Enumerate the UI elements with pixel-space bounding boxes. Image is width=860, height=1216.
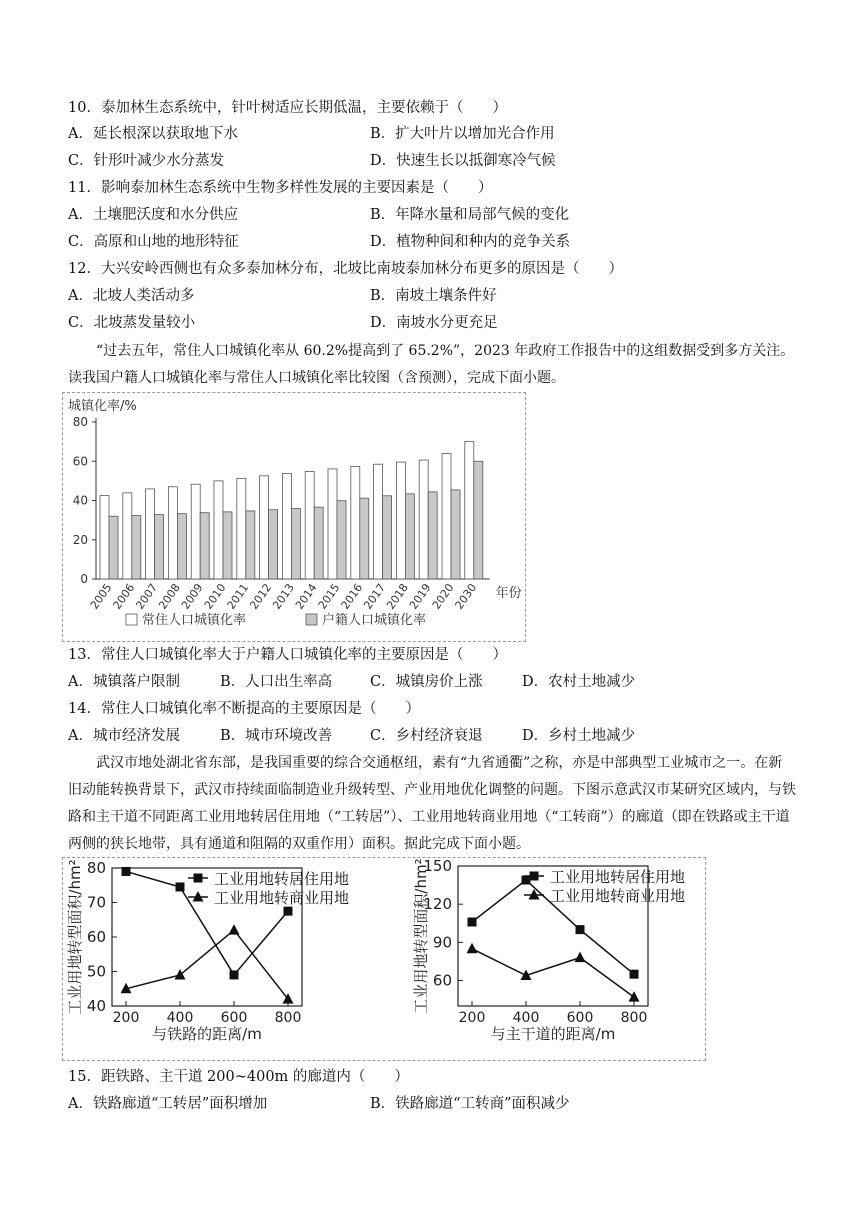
x-tick-label: 2011	[224, 581, 252, 612]
bar-registered-2008	[177, 514, 186, 579]
x-tick-label: 2018	[384, 581, 411, 612]
intro-wuhan: 武汉市地处湖北省东部，是我国重要的综合交通枢纽，素有“九省通衢”之称，亦是中部典型工业城市之一。在新旧动能转换背景下，武汉市持续面临制造业升级转型、产业用地优化调整的问题。下图示意武汉市某研究区域内，与铁路和主干道不同距离工业用地转居住用地（“工转居”）、工业用地转商业用地（“工转商”）的廊道（即在铁路或主干道两侧的狭长地带，具有通道和阻隔的双重作用）面积。据此完成下面小题。	[68, 755, 796, 852]
x-tick-label: 600	[220, 1010, 248, 1026]
x-tick-label: 2016	[338, 581, 366, 612]
bar-registered-2015	[337, 501, 346, 579]
intro-urbanization: “过去五年，常住人口城镇化率从 60.2%提高到了 65.2%”，2023 年政府工作报告中的这组数据受到多方关注。读我国户籍人口城镇化率与常住人口城镇化率比较图（含预测），完成下面小题。	[68, 343, 795, 386]
bar-resident-2018	[396, 462, 405, 579]
bar-resident-2016	[351, 467, 360, 579]
x-tick-label: 2014	[292, 581, 320, 612]
q10-option-c: C．针形叶减少水分蒸发	[68, 153, 225, 169]
bar-resident-2017	[374, 464, 383, 579]
bar-resident-2009	[191, 484, 200, 579]
bar-registered-2013	[291, 509, 300, 579]
y-tick-label: 20	[72, 532, 88, 547]
q13-option-b: B．人口出生率高	[220, 674, 333, 690]
line-commercial	[472, 949, 634, 997]
q10-option-a: A．延长根深以获取地下水	[68, 126, 238, 142]
legend-label-commercial: 工业用地转商业用地	[550, 887, 686, 905]
bar-resident-2030	[465, 442, 474, 579]
q13-stem: 13．常住人口城镇化率大于户籍人口城镇化率的主要原因是（ ）	[68, 647, 507, 663]
bar-resident-2005	[100, 496, 109, 579]
point-commercial-600	[575, 952, 586, 963]
q11-option-a: A．土壤肥沃度和水分供应	[68, 207, 238, 223]
y-tick-label: 80	[72, 415, 88, 429]
bar-registered-2009	[200, 513, 209, 579]
point-commercial-200	[467, 943, 478, 954]
bar-registered-2014	[314, 507, 323, 579]
point-residential-800	[284, 907, 293, 916]
legend-marker-residential	[530, 872, 539, 881]
legend-label-resident: 常住人口城镇化率	[142, 613, 247, 628]
y-tick-label: 70	[86, 893, 106, 912]
x-tick-label: 2017	[361, 581, 389, 612]
x-tick-label: 2006	[110, 581, 138, 612]
q14-option-c: C．乡村经济衰退	[370, 728, 483, 744]
bar-resident-2015	[328, 469, 337, 579]
x-axis-label: 年份	[495, 586, 522, 601]
y-tick-label: 90	[432, 933, 452, 952]
point-commercial-400	[175, 969, 186, 980]
q14-option-a: A．城市经济发展	[68, 728, 180, 744]
point-residential-200	[468, 918, 477, 927]
point-residential-400	[176, 882, 185, 891]
bar-registered-2010	[223, 512, 232, 579]
x-tick-label: 600	[566, 1010, 594, 1026]
legend-label-registered: 户籍人口城镇化率	[322, 613, 427, 628]
x-tick-label: 2013	[270, 581, 297, 612]
y-tick-label: 80	[86, 859, 106, 877]
bar-resident-2007	[146, 489, 155, 579]
q12-option-c: C．北坡蒸发量较小	[68, 315, 196, 331]
bar-resident-2019	[419, 460, 428, 579]
q11-option-c: C．高原和山地的地形特征	[68, 234, 239, 250]
bar-resident-2012	[260, 476, 269, 579]
q15-option-a: A．铁路廊道“工转居”面积增加	[68, 1096, 268, 1112]
y-tick-label: 60	[432, 971, 452, 990]
q11-option-d: D．植物种间和种内的竞争关系	[370, 234, 571, 250]
road-distance-line-chart	[408, 858, 704, 1058]
legend-label-residential: 工业用地转居住用地	[550, 868, 686, 886]
q13-option-a: A．城镇落户限制	[68, 674, 180, 690]
legend-label-commercial: 工业用地转商业用地	[214, 889, 350, 907]
bar-registered-2019	[428, 492, 437, 579]
q11-option-b: B．年降水量和局部气候的变化	[370, 207, 570, 223]
bar-registered-2007	[155, 515, 164, 579]
legend-swatch-resident	[126, 614, 137, 625]
q15-option-b: B．铁路廊道“工转商”面积减少	[370, 1096, 570, 1112]
y-axis-label: 工业用地转型面积/hm²	[412, 858, 430, 1014]
bar-registered-2020	[451, 490, 460, 579]
y-axis-label: 工业用地转型面积/hm²	[66, 859, 84, 1015]
q10-option-d: D．快速生长以抵御寒冷气候	[370, 153, 556, 169]
x-tick-label: 2012	[247, 581, 275, 612]
point-residential-600	[576, 925, 585, 934]
point-commercial-600	[229, 924, 240, 935]
y-tick-label: 0	[80, 572, 88, 586]
x-tick-label: 2030	[452, 581, 480, 612]
x-tick-label: 800	[620, 1010, 648, 1026]
y-tick-label: 40	[72, 493, 88, 508]
x-axis-label: 与主干道的距离/m	[490, 1025, 616, 1043]
q12-stem: 12．大兴安岭西侧也有众多泰加林分布，北坡比南坡泰加林分布更多的原因是（ ）	[68, 261, 623, 277]
urbanization-bar-chart	[62, 392, 526, 642]
x-tick-label: 2019	[406, 581, 434, 612]
bar-resident-2008	[168, 487, 177, 579]
bar-registered-2006	[132, 516, 141, 579]
q12-option-d: D．南坡水分更充足	[370, 315, 498, 331]
point-residential-400	[522, 876, 531, 885]
x-tick-label: 2010	[201, 581, 229, 612]
y-axis-label: 城镇化率/%	[68, 399, 137, 414]
bar-resident-2006	[123, 493, 132, 579]
x-tick-label: 2008	[156, 581, 183, 612]
point-residential-800	[630, 970, 639, 979]
q10-option-b: B．扩大叶片以增加光合作用	[370, 126, 555, 142]
point-residential-200	[122, 867, 131, 876]
q10-stem: 10．泰加林生态系统中，针叶树适应长期低温，主要依赖于（ ）	[68, 100, 507, 116]
bar-registered-2017	[383, 496, 392, 579]
legend-label-residential: 工业用地转居住用地	[214, 870, 350, 888]
bar-registered-2005	[109, 516, 118, 579]
point-commercial-800	[629, 991, 640, 1002]
y-tick-label: 60	[72, 454, 88, 469]
x-axis-label: 与铁路的距离/m	[152, 1025, 262, 1043]
q13-option-d: D．农村土地减少	[522, 674, 636, 690]
x-tick-label: 200	[112, 1010, 140, 1026]
x-tick-label: 2007	[133, 581, 161, 612]
y-tick-label: 50	[86, 962, 106, 981]
legend-marker-residential	[194, 874, 203, 883]
bar-registered-2030	[474, 461, 483, 579]
q11-stem: 11．影响泰加林生态系统中生物多样性发展的主要因素是（ ）	[68, 180, 493, 196]
x-tick-label: 400	[166, 1010, 194, 1026]
x-tick-label: 2009	[178, 581, 206, 612]
bar-registered-2018	[405, 494, 414, 579]
x-tick-label: 2005	[87, 581, 115, 612]
point-residential-600	[230, 970, 239, 979]
bar-resident-2011	[237, 478, 246, 579]
bar-resident-2014	[305, 471, 314, 579]
y-tick-label: 60	[86, 928, 106, 946]
bar-registered-2016	[360, 498, 369, 579]
y-tick-label: 40	[86, 997, 106, 1015]
q12-option-b: B．南坡土壤条件好	[370, 288, 497, 304]
legend-swatch-registered	[306, 614, 317, 625]
bar-registered-2011	[246, 511, 255, 579]
x-tick-label: 2020	[429, 581, 457, 612]
y-tick-label: 150	[423, 858, 452, 875]
x-tick-label: 200	[458, 1010, 486, 1026]
railway-distance-line-chart	[66, 858, 366, 1058]
q12-option-a: A．北坡人类活动多	[68, 288, 195, 304]
x-tick-label: 800	[274, 1010, 302, 1026]
q15-stem: 15．距铁路、主干道 200~400m 的廊道内（ ）	[68, 1069, 409, 1085]
q14-option-b: B．城市环境改善	[220, 728, 333, 744]
y-tick-label: 120	[423, 895, 452, 914]
bar-resident-2020	[442, 454, 451, 579]
bar-registered-2012	[269, 510, 278, 579]
q14-stem: 14．常住人口城镇化率不断提高的主要原因是（ ）	[68, 701, 420, 717]
x-tick-label: 400	[512, 1010, 540, 1026]
q13-option-c: C．城镇房价上涨	[370, 674, 483, 690]
bar-resident-2013	[282, 474, 291, 579]
q14-option-d: D．乡村土地减少	[522, 728, 636, 744]
bar-resident-2010	[214, 481, 223, 579]
x-tick-label: 2015	[315, 581, 343, 612]
